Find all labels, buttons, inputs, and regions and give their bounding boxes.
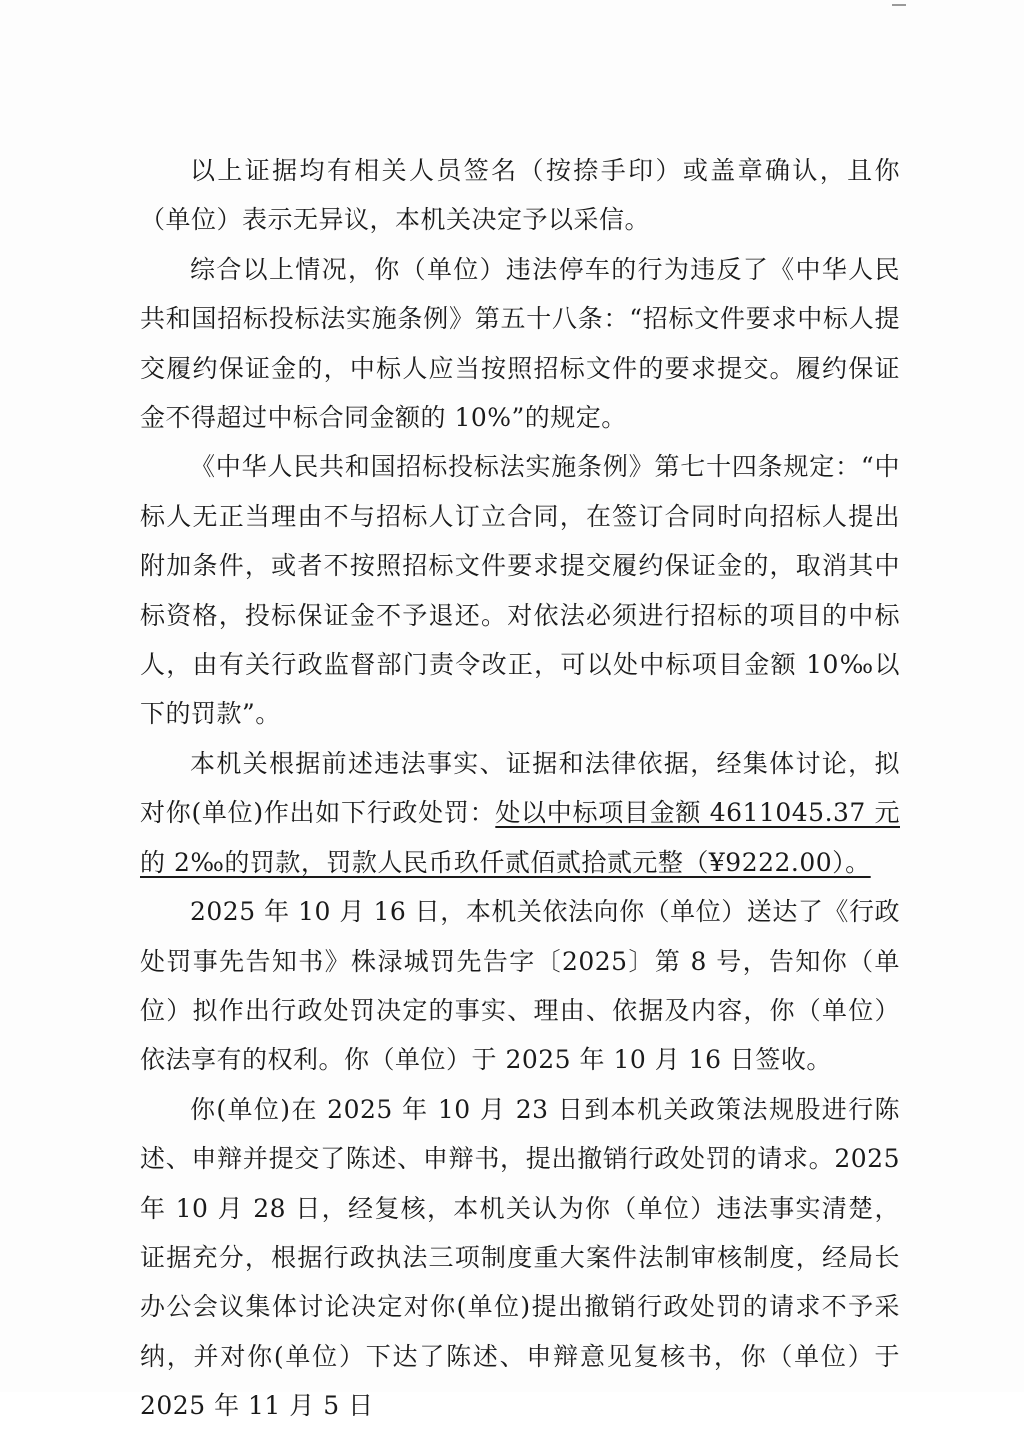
paragraph-legal-basis: 《中华人民共和国招标投标法实施条例》第七十四条规定：“中标人无正当理由不与招标人订立合同，在签订合同时向招标人提出附加条件，或者不按照招标文件要求提交履约保证金的，取消其中标资格，投标保证金不予退还。对依法必须进行招标的项目的中标人，由有关行政监督部门责令改正，可以处中标项目金额 10‰以下的罚款”。 (140, 452, 900, 729)
paragraph-review: 你(单位)在 2025 年 10 月 23 日到本机关政策法规股进行陈述、申辩并提交了陈述、申辩书，提出撤销行政处罚的请求。2025 年 10 月 28 日，经复核，本机关认为你（单位）违法事实清楚，证据充分，根据行政执法三项制度重大案件法制审核制度，经局长办公会议集体讨论决定对你(单位)提出撤销行政处罚的请求不予采纳，并对你(单位）下达了陈述、申辩意见复核书，你（单位）于 2025 年 11 月 5 日 (140, 1094, 900, 1421)
scan-mark (892, 4, 906, 6)
penalty-lead: 本机关根据前述违法事实、证据和法律依据，经集体讨论，拟对你(单位)作出如下行政处罚： (140, 748, 900, 828)
paragraph-penalty (140, 739, 900, 887)
penalty-decision: 处以中标项目金额 4611045.37 元的 2‰的罚款，罚款人民币玖仟贰佰贰拾贰元整（¥9222.00）。 (140, 798, 900, 877)
paragraph-violation: 综合以上情况，你（单位）违法停车的行为违反了《中华人民共和国招标投标法实施条例》第五十八条：“招标文件要求中标人提交履约保证金的，中标人应当按照招标文件的要求提交。履约保证金不得超过中标合同金额的 10%”的规定。 (140, 254, 900, 433)
document-body (140, 146, 900, 1431)
paragraph-notice: 2025 年 10 月 16 日，本机关依法向你（单位）送达了《行政处罚事先告知书》株渌城罚先告字〔2025〕第 8 号，告知你（单位）拟作出行政处罚决定的事实、理由、依据及内容，你（单位）依法享有的权利。你（单位）于 2025 年 10 月 16 日签收。 (140, 897, 900, 1075)
paragraph-evidence: 以上证据均有相关人员签名（按捺手印）或盖章确认，且你（单位）表示无异议，本机关决定予以采信。 (140, 156, 900, 235)
